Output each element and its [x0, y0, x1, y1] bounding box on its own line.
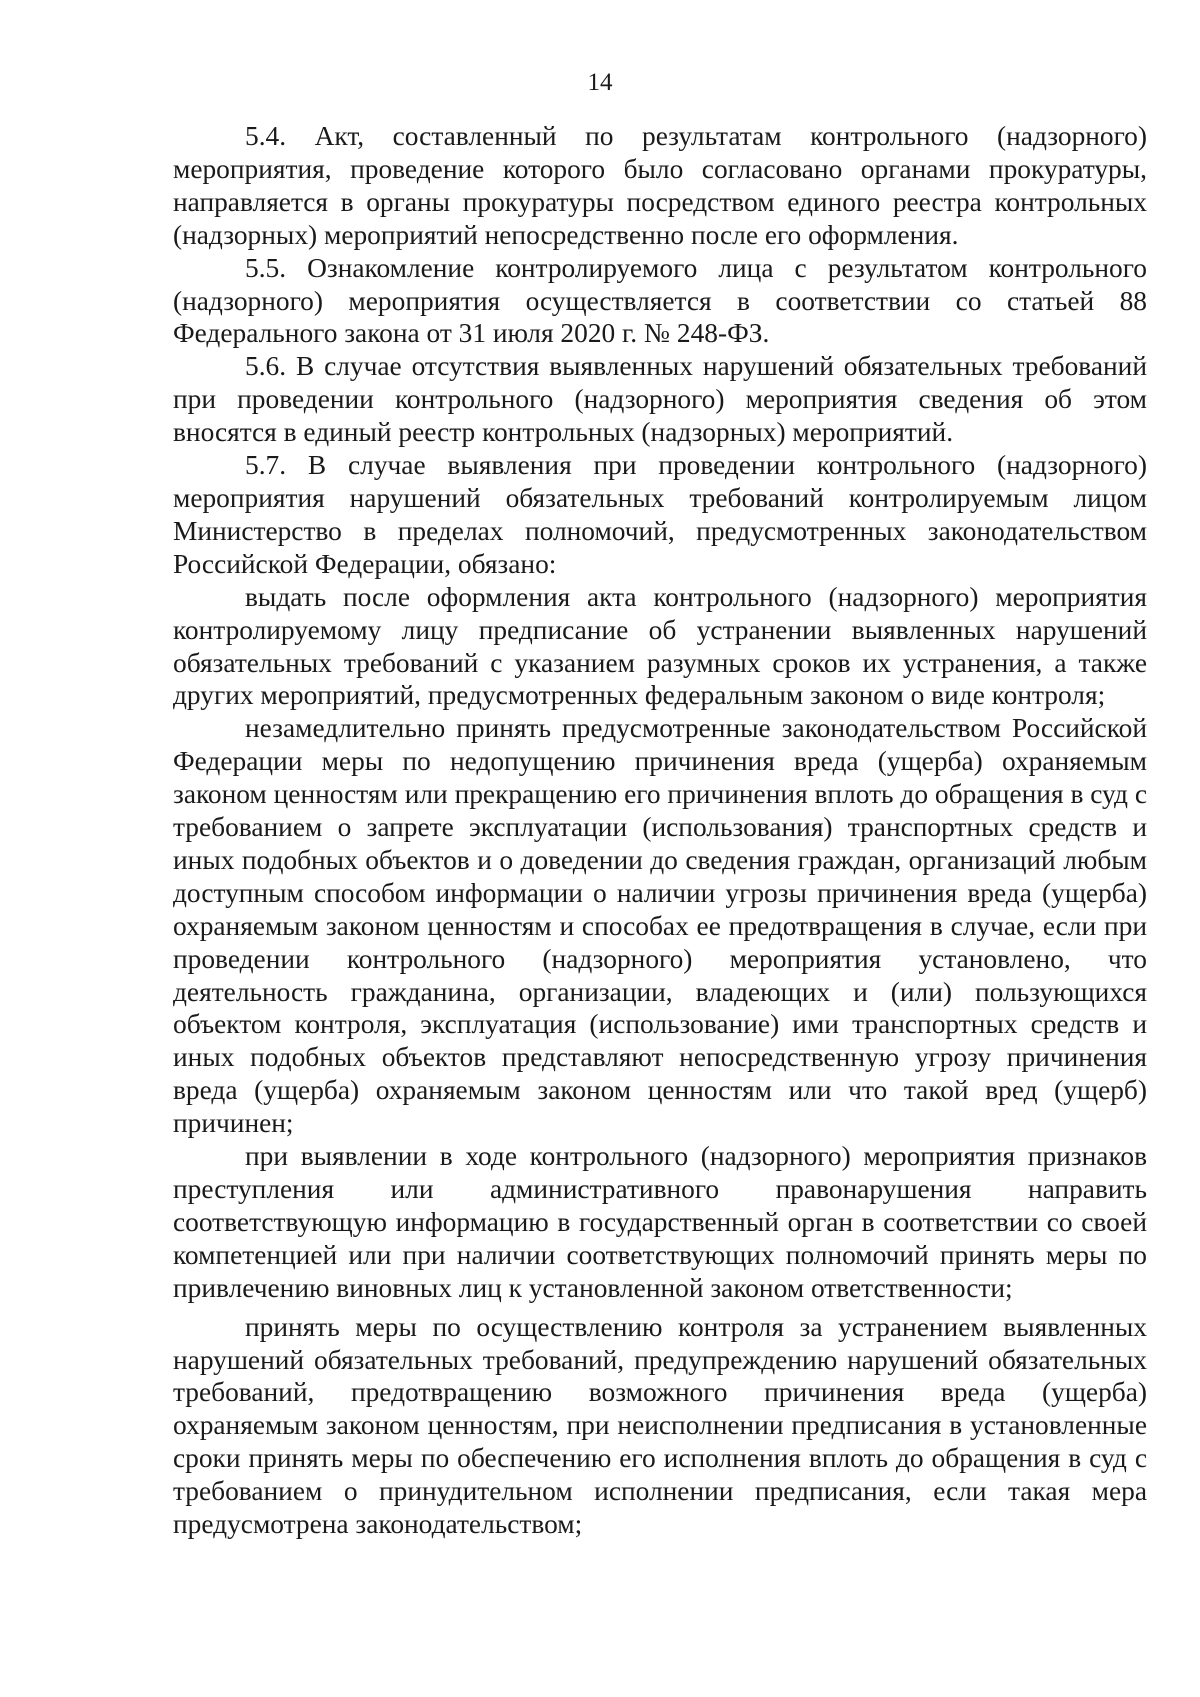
- page-number: 14: [587, 69, 613, 96]
- list-item-prevent-harm: незамедлительно принять предусмотренные законодательством Российской Федерации меры по недопущению причинения вреда (ущерба) охраняемым законом ценностям или прекращению его причинения вплоть до обращения в суд с требованием о запрете эксплуатации (использования) транспортных средств и иных подобных объектов и о доведении до сведения граждан, организаций любым доступным способом информации о наличии угрозы причинения вреда (ущерба) охраняемым законом ценностям и способах ее предотвращения в случае, если при проведении контрольного (надзорного) мероприятия установлено, что деятельность гражданина, организации, владеющих и (или) пользующихся объектом контроля, эксплуатация (использование) ими транспортных средств и иных подобных объектов представляют непосредственную угрозу причинения вреда (ущерба) охраняемым законом ценностям или что такой вред (ущерб) причинен;: [173, 713, 1147, 1139]
- paragraph-5-4: 5.4. Акт, составленный по результатам контрольного (надзорного) мероприятия, проведение которого было согласовано органами прокуратуры, направляется в органы прокуратуры посредством единого реестра контрольных (надзорных) мероприятий непосредственно после его оформления.: [173, 121, 1147, 250]
- paragraph-5-6: 5.6. В случае отсутствия выявленных нарушений обязательных требований при проведении контрольного (надзорного) мероприятия сведения об этом вносятся в единый реестр контрольных (надзорных) мероприятий.: [173, 351, 1147, 448]
- list-item-report-violation: при выявлении в ходе контрольного (надзорного) мероприятия признаков преступления или административного правонарушения направить соответствующую информацию в государственный орган в соответствии со своей компетенцией или при наличии соответствующих полномочий принять меры по привлечению виновных лиц к установленной законом ответственности;: [173, 1141, 1147, 1303]
- document-body: [173, 120, 1147, 1541]
- list-item-monitor-elimination: принять меры по осуществлению контроля за устранением выявленных нарушений обязательных требований, предупреждению нарушений обязательных требований, предотвращению возможного причинения вреда (ущерба) охраняемым законом ценностям, при неисполнении предписания в установленные сроки принять меры по обеспечению его исполнения вплоть до обращения в суд с требованием о принудительном исполнении предписания, если такая мера предусмотрена законодательством;: [173, 1311, 1147, 1540]
- list-item-issue-order: выдать после оформления акта контрольного (надзорного) мероприятия контролируемому лицу предписание об устранении выявленных нарушений обязательных требований с указанием разумных сроков их устранения, а также других мероприятий, предусмотренных федеральным законом о виде контроля;: [173, 581, 1147, 711]
- paragraph-5-7: 5.7. В случае выявления при проведении контрольного (надзорного) мероприятия нарушений обязательных требований контролируемым лицом Министерство в пределах полномочий, предусмотренных законодательством Российской Федерации, обязано:: [173, 450, 1147, 579]
- paragraph-5-5: 5.5. Ознакомление контролируемого лица с результатом контрольного (надзорного) мероприятия осуществляется в соответствии со статьей 88 Федерального закона от 31 июля 2020 г. № 248-ФЗ.: [173, 252, 1147, 349]
